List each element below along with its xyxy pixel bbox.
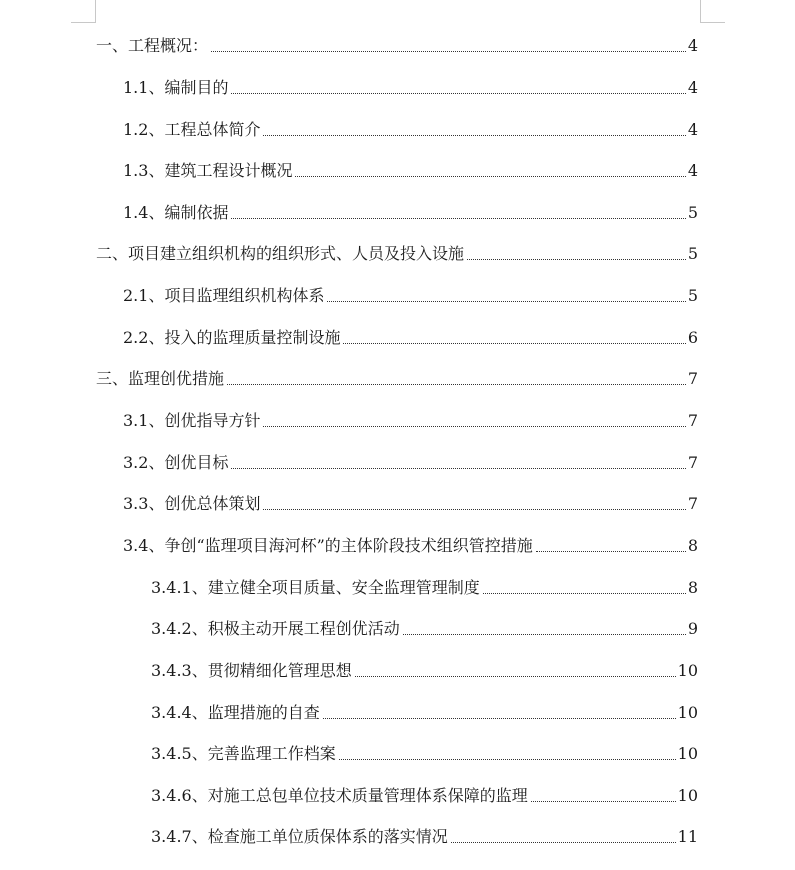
toc-entry-title: 3.4.1、建立健全项目质量、安全监理管理制度 bbox=[151, 578, 480, 597]
toc-page-number: 8 bbox=[687, 536, 698, 555]
toc-dot-leader bbox=[211, 50, 686, 52]
toc-entry-title: 三、监理创优措施 bbox=[96, 369, 225, 388]
toc-entry-title: 3.4.5、完善监理工作档案 bbox=[151, 744, 336, 763]
toc-entry-title: 2.2、投入的监理质量控制设施 bbox=[123, 328, 341, 347]
toc-entry[interactable] bbox=[96, 240, 698, 264]
toc-page-number: 4 bbox=[687, 120, 698, 139]
toc-entry-title: 1.3、建筑工程设计概况 bbox=[123, 161, 293, 180]
toc-entry-title: 3.4.2、积极主动开展工程创优活动 bbox=[151, 619, 400, 638]
toc-page-number: 7 bbox=[687, 411, 698, 430]
toc-dot-leader bbox=[295, 175, 685, 177]
toc-entry[interactable] bbox=[123, 324, 698, 348]
toc-page-number: 9 bbox=[687, 619, 698, 638]
toc-dot-leader bbox=[327, 300, 685, 302]
toc-entry[interactable] bbox=[123, 282, 698, 306]
toc-page-number: 4 bbox=[687, 78, 698, 97]
toc-page-number: 7 bbox=[687, 494, 698, 513]
toc-page-number: 4 bbox=[687, 36, 698, 55]
toc-page-number: 7 bbox=[687, 453, 698, 472]
toc-page-number: 11 bbox=[677, 827, 698, 846]
toc-dot-leader bbox=[403, 633, 686, 635]
toc-page-number: 8 bbox=[687, 578, 698, 597]
toc-dot-leader bbox=[483, 592, 686, 594]
toc-entry-title: 2.1、项目监理组织机构体系 bbox=[123, 286, 325, 305]
toc-entry[interactable] bbox=[151, 615, 698, 639]
toc-entry[interactable] bbox=[123, 157, 698, 181]
toc-dot-leader bbox=[467, 258, 686, 260]
toc-page-number: 7 bbox=[687, 369, 698, 388]
toc-dot-leader bbox=[355, 675, 676, 677]
toc-dot-leader bbox=[231, 467, 685, 469]
toc-entry-title: 1.4、编制依据 bbox=[123, 203, 229, 222]
toc-page-number: 5 bbox=[687, 203, 698, 222]
toc-dot-leader bbox=[231, 217, 685, 219]
toc-page-number: 5 bbox=[687, 286, 698, 305]
toc-entry[interactable] bbox=[151, 782, 698, 806]
toc-entry[interactable] bbox=[123, 532, 698, 556]
toc-entry-title: 一、工程概况： bbox=[96, 36, 209, 55]
toc-dot-leader bbox=[323, 717, 676, 719]
toc-page-number: 10 bbox=[677, 703, 698, 722]
toc-dot-leader bbox=[451, 841, 676, 843]
toc-entry-title: 二、项目建立组织机构的组织形式、人员及投入设施 bbox=[96, 244, 465, 263]
toc-page-number: 4 bbox=[687, 161, 698, 180]
toc-page-number: 10 bbox=[677, 661, 698, 680]
toc-entry-title: 1.1、编制目的 bbox=[123, 78, 229, 97]
toc-entry[interactable] bbox=[151, 699, 698, 723]
toc-entry[interactable] bbox=[123, 199, 698, 223]
toc-entry-title: 3.4.4、监理措施的自查 bbox=[151, 703, 320, 722]
toc-dot-leader bbox=[531, 800, 676, 802]
toc-entry[interactable] bbox=[151, 823, 698, 847]
toc-dot-leader bbox=[343, 342, 685, 344]
toc-entry[interactable] bbox=[96, 32, 698, 56]
toc-entry-title: 3.4.6、对施工总包单位技术质量管理体系保障的监理 bbox=[151, 786, 528, 805]
toc-dot-leader bbox=[339, 758, 676, 760]
toc-entry[interactable] bbox=[151, 740, 698, 764]
toc-entry-title: 3.2、创优目标 bbox=[123, 453, 229, 472]
toc-page-number: 10 bbox=[677, 786, 698, 805]
toc-dot-leader bbox=[536, 550, 686, 552]
toc-dot-leader bbox=[231, 92, 685, 94]
toc-dot-leader bbox=[227, 383, 686, 385]
toc-page-number: 5 bbox=[687, 244, 698, 263]
toc-entry-title: 3.4、争创“监理项目海河杯”的主体阶段技术组织管控措施 bbox=[123, 536, 533, 555]
toc-entry[interactable] bbox=[151, 657, 698, 681]
toc-entry-title: 3.4.3、贯彻精细化管理思想 bbox=[151, 661, 352, 680]
toc-page-number: 10 bbox=[677, 744, 698, 763]
toc-entry[interactable] bbox=[123, 74, 698, 98]
toc-entry-title: 3.3、创优总体策划 bbox=[123, 494, 261, 513]
toc-entry[interactable] bbox=[123, 407, 698, 431]
toc-page-number: 6 bbox=[687, 328, 698, 347]
toc-entry-title: 3.1、创优指导方针 bbox=[123, 411, 261, 430]
toc-dot-leader bbox=[263, 425, 685, 427]
toc-entry[interactable] bbox=[151, 574, 698, 598]
toc-entry-title: 3.4.7、检查施工单位质保体系的落实情况 bbox=[151, 827, 448, 846]
toc-entry[interactable] bbox=[123, 490, 698, 514]
toc-entry[interactable] bbox=[123, 449, 698, 473]
toc-entry[interactable] bbox=[123, 116, 698, 140]
toc-entry-title: 1.2、工程总体简介 bbox=[123, 120, 261, 139]
toc-dot-leader bbox=[263, 134, 685, 136]
toc-entry[interactable] bbox=[96, 365, 698, 389]
toc-dot-leader bbox=[263, 508, 685, 510]
